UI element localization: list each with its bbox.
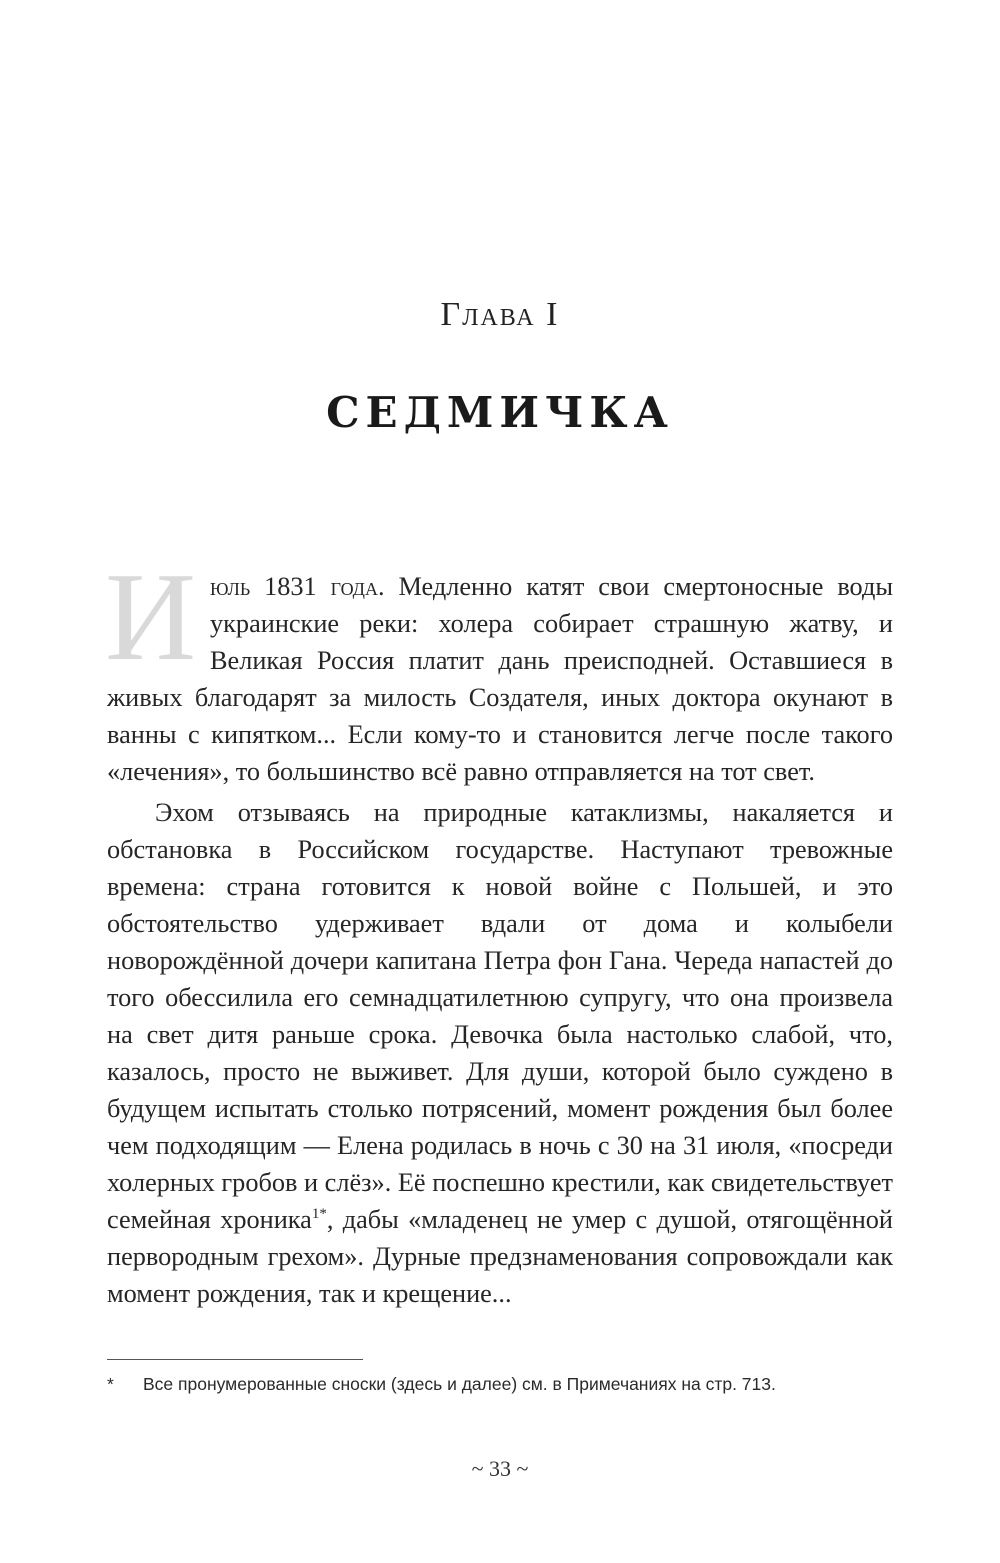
footnote-divider <box>107 1359 363 1360</box>
paragraph-1-text: Медленно катят свои смертоносные воды украинские реки: холера собирает страшную жатву, и Великая Россия платит дань преисподней. Оставшиеся в живых благодарят за милость Создателя, иных доктора окунают в ванны с кипятком... Если кому-то и становится легче после такого «лечения», то большинство всё равно отправляется на тот свет. <box>107 572 893 786</box>
chapter-title: СЕДМИЧКА <box>326 388 674 437</box>
footnote-text: Все пронумерованные сноски (здесь и далее) см. в Примечаниях на стр. 713. <box>143 1374 776 1394</box>
paragraph-1 <box>105 548 893 790</box>
body-text <box>105 548 893 1312</box>
paragraph-2-text: Эхом отзываясь на природные катаклизмы, накаляется и обстановка в Российском государстве. Наступают тревожные времена: страна готовится к новой войне с Польшей, и это обстоятельство удерживает вдали от дома и колыбели новорождённой дочери капитана Петра фон Гана. Череда напастей до того обессилила его семнадцатилетнюю супругу, что она произвела на свет дитя раньше срока. Девочка была настолько слабой, что, казалось, просто не выживет. Для души, которой было суждено в будущем испытать столько потрясений, момент рождения был более чем подходящим — Елена родилась в ночь с 30 на 31 июля, «посреди холерных гробов и слёз». Её поспешно крестили, как свидетельствует семейная хроника <box>107 798 893 1234</box>
chapter-label: Глава I <box>440 296 560 333</box>
footnote-reference[interactable]: 1* <box>311 1206 327 1222</box>
paragraph-lead: юль 1831 года. <box>210 572 385 601</box>
drop-cap: И <box>105 548 196 687</box>
paragraph-2 <box>107 794 893 1312</box>
page-number: ~ 33 ~ <box>471 1456 529 1481</box>
footnote <box>107 1374 927 1395</box>
paragraph-2-text-end: , дабы «младенец не умер с душой, отягощённой первородным грехом». Дурные предзнаменования сопровождали как момент рождения, так и крещение... <box>107 1205 893 1308</box>
footnote-mark: * <box>107 1374 114 1394</box>
